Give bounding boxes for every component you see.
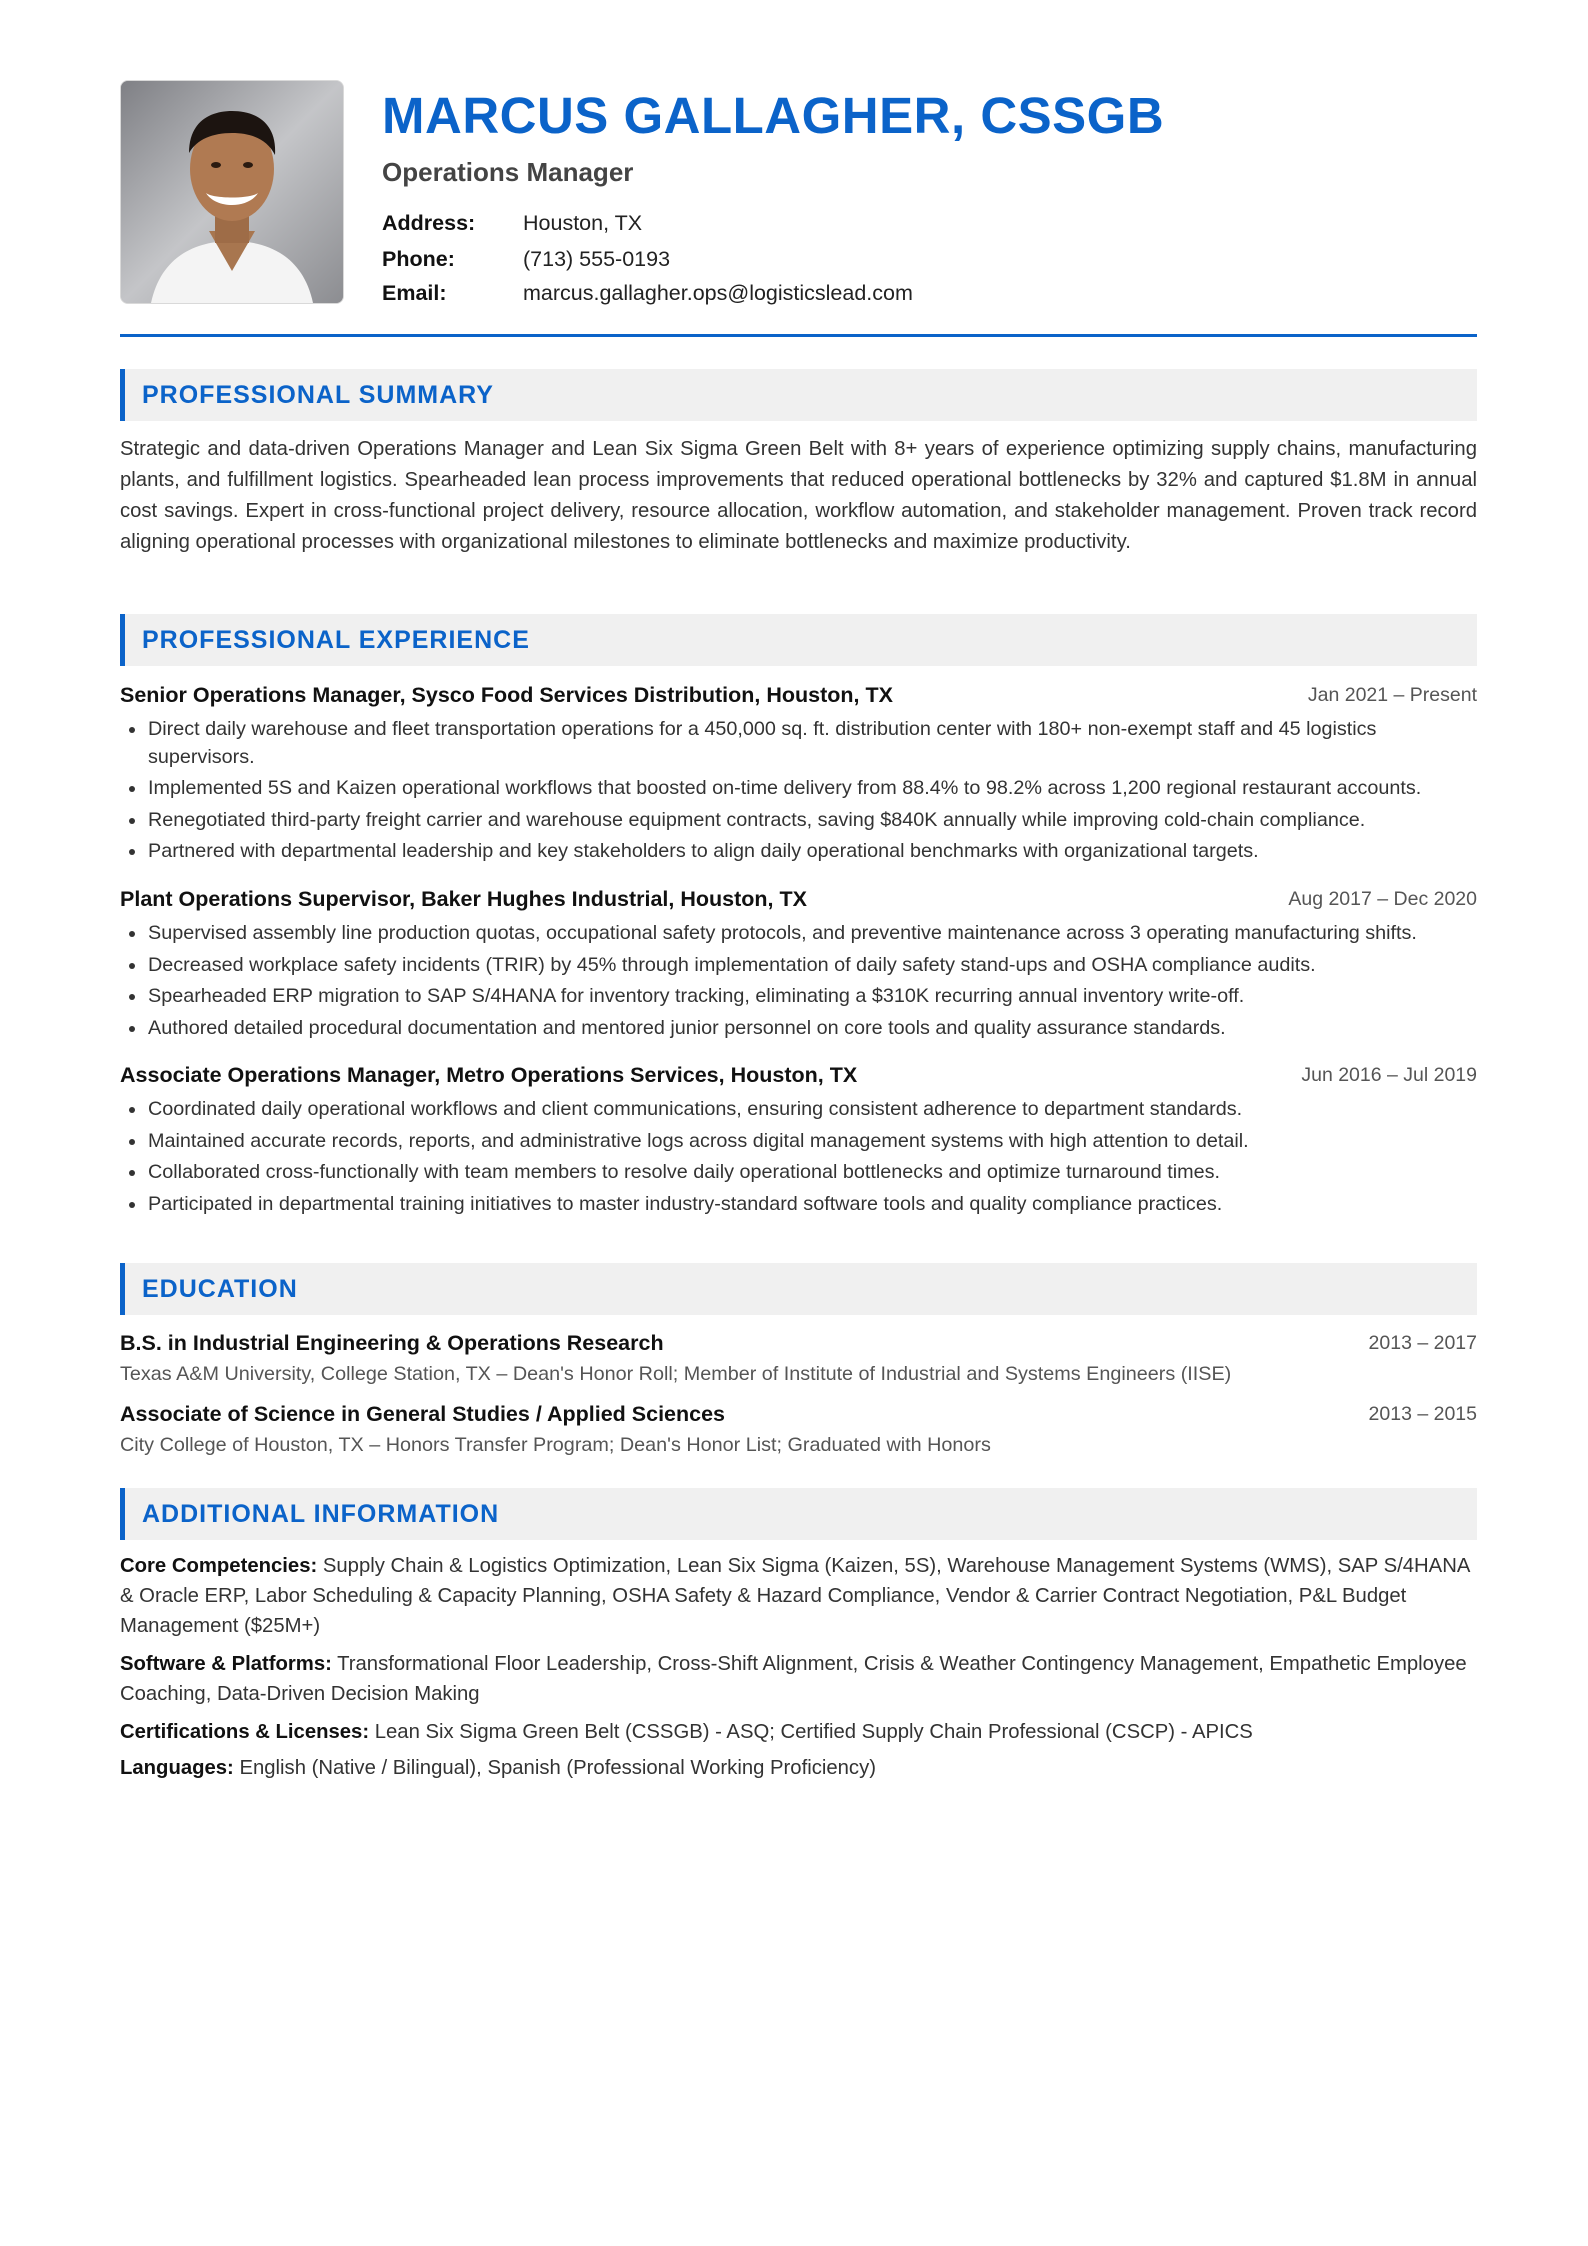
- info-languages: [120, 1753, 1477, 1783]
- section-header-summary: [120, 369, 1477, 421]
- degree: B.S. in Industrial Engineering & Operations Research: [120, 1331, 664, 1355]
- candidate-name: MARCUS GALLAGHER, CSSGB: [382, 87, 1165, 144]
- job-role: Plant Operations Supervisor, Baker Hughes Industrial, Houston, TX: [120, 887, 807, 911]
- info-text: Lean Six Sigma Green Belt (CSSGB) - ASQ; Certified Supply Chain Professional (CSCP) - APICS: [369, 1721, 1253, 1743]
- contact-value: (713) 555-0193: [523, 247, 671, 271]
- candidate-title: Operations Manager: [382, 157, 634, 187]
- list-item: Maintained accurate records, reports, and administrative logs across digital management systems with high attention to detail.: [120, 1128, 1477, 1156]
- education-detail: City College of Houston, TX – Honors Transfer Program; Dean's Honor List; Graduated with Honors: [120, 1434, 991, 1456]
- list-item: Spearheaded ERP migration to SAP S/4HANA for inventory tracking, eliminating a $310K recurring annual inventory write-off.: [120, 983, 1477, 1011]
- info-text: English (Native / Bilingual), Spanish (Professional Working Proficiency): [233, 1757, 876, 1779]
- list-item: Supervised assembly line production quotas, occupational safety protocols, and preventive maintenance across 3 operating manufacturing shifts.: [120, 920, 1477, 948]
- info-label: Certifications & Licenses:: [120, 1721, 370, 1743]
- info-label: Core Competencies:: [120, 1555, 318, 1577]
- section-title: PROFESSIONAL SUMMARY: [142, 381, 494, 409]
- job-dates: Aug 2017 – Dec 2020: [1288, 888, 1477, 910]
- header-divider: [120, 334, 1477, 337]
- info-text: Transformational Floor Leadership, Cross-Shift Alignment, Crisis & Weather Contingency Management, Empathetic Employee Coaching, Data-Driven Decision Making: [120, 1653, 1467, 1705]
- contact-address: [382, 209, 642, 237]
- job-header: [120, 1060, 1477, 1090]
- profile-photo: [120, 80, 344, 304]
- summary-text: Strategic and data-driven Operations Manager and Lean Six Sigma Green Belt with 8+ years of experience optimizing supply chains, manufacturing plants, and fulfillment logistics. Spearheaded lean process improvements that reduced operational bottlenecks by 32% and captured $1.8M in annual cost savings. Expert in cross-functional project delivery, resource allocation, workflow automation, and stakeholder management. Proven track record aligning operational processes with organizational milestones to eliminate bottlenecks and maximize productivity.: [120, 438, 1477, 553]
- section-header-education: [120, 1263, 1477, 1315]
- info-label: Languages:: [120, 1757, 234, 1779]
- job-bullets: [120, 716, 1477, 870]
- section-header-experience: [120, 614, 1477, 666]
- info-text: Supply Chain & Logistics Optimization, Lean Six Sigma (Kaizen, 5S), Warehouse Management Systems (WMS), SAP S/4HANA & Oracle ERP, Labor Scheduling & Capacity Planning, OSHA Safety & Hazard Compliance, Vendor & Carrier Contract Negotiation, P&L Budget Management ($25M+): [120, 1555, 1470, 1637]
- list-item: Coordinated daily operational workflows and client communications, ensuring consistent adherence to department standards.: [120, 1096, 1477, 1124]
- info-label: Software & Platforms:: [120, 1653, 332, 1675]
- section-title: ADDITIONAL INFORMATION: [142, 1500, 500, 1528]
- education-header: [120, 1399, 1477, 1429]
- section-title: PROFESSIONAL EXPERIENCE: [142, 626, 530, 654]
- job-bullets: [120, 920, 1477, 1046]
- list-item: Participated in departmental training initiatives to master industry-standard software tools and quality compliance practices.: [120, 1191, 1477, 1219]
- list-item: Implemented 5S and Kaizen operational workflows that boosted on-time delivery from 88.4% to 98.2% across 1,200 regional restaurant accounts.: [120, 775, 1477, 803]
- contact-label: Address:: [382, 211, 476, 235]
- job-header: [120, 884, 1477, 914]
- section-header-additional: [120, 1488, 1477, 1540]
- job-bullets: [120, 1096, 1477, 1222]
- list-item: Direct daily warehouse and fleet transportation operations for a 450,000 sq. ft. distribution center with 180+ non-exempt staff and 45 logistics supervisors.: [120, 716, 1477, 771]
- education-dates: 2013 – 2017: [1368, 1332, 1477, 1354]
- job-dates: Jan 2021 – Present: [1307, 684, 1477, 706]
- contact-email: [382, 279, 913, 307]
- job-role: Senior Operations Manager, Sysco Food Services Distribution, Houston, TX: [120, 683, 893, 707]
- list-item: Renegotiated third-party freight carrier and warehouse equipment contracts, saving $840K annually while improving cold-chain compliance.: [120, 807, 1477, 835]
- degree: Associate of Science in General Studies / Applied Sciences: [120, 1402, 726, 1426]
- contact-label: Phone:: [382, 247, 455, 271]
- education-detail: Texas A&M University, College Station, TX – Dean's Honor Roll; Member of Institute of Industrial and Systems Engineers (IISE): [120, 1363, 1232, 1385]
- list-item: Authored detailed procedural documentation and mentored junior personnel on core tools and quality assurance standards.: [120, 1015, 1477, 1043]
- contact-value[interactable]: marcus.gallagher.ops@logisticslead.com: [523, 281, 913, 305]
- section-title: EDUCATION: [142, 1275, 298, 1303]
- info-certifications: [120, 1717, 1477, 1747]
- info-core-competencies: [120, 1551, 1477, 1641]
- contact-label: Email:: [382, 281, 447, 305]
- list-item: Decreased workplace safety incidents (TRIR) by 45% through implementation of daily safety stand-ups and OSHA compliance audits.: [120, 952, 1477, 980]
- contact-phone: [382, 245, 670, 273]
- info-software-platforms: [120, 1649, 1477, 1709]
- job-role: Associate Operations Manager, Metro Operations Services, Houston, TX: [120, 1063, 858, 1087]
- job-header: [120, 680, 1477, 710]
- education-dates: 2013 – 2015: [1368, 1403, 1477, 1425]
- job-dates: Jun 2016 – Jul 2019: [1301, 1064, 1477, 1086]
- contact-value: Houston, TX: [523, 211, 643, 235]
- education-header: [120, 1328, 1477, 1358]
- list-item: Partnered with departmental leadership and key stakeholders to align daily operational benchmarks with organizational targets.: [120, 838, 1477, 866]
- list-item: Collaborated cross-functionally with team members to resolve daily operational bottlenecks and optimize turnaround times.: [120, 1159, 1477, 1187]
